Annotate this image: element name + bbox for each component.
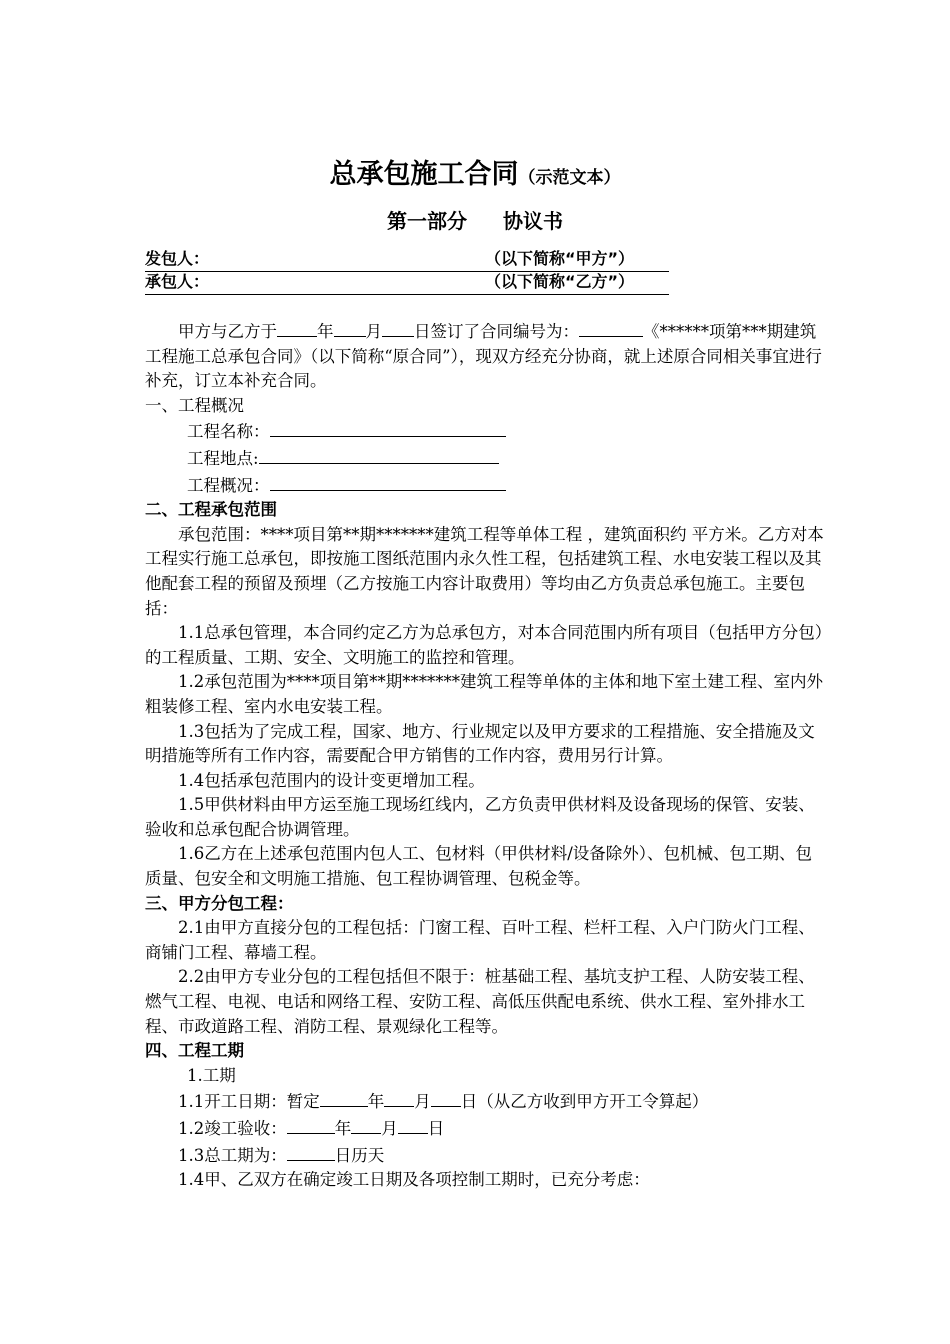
contractor-line: [145, 270, 669, 295]
schedule-subheading: 1.工期: [187, 1065, 236, 1085]
title-note: （示范文本）: [518, 168, 621, 188]
scope-item: 1.5甲供材料由甲方运至施工现场红线内，乙方负责甲供材料及设备现场的保管、安装、验收和总承包配合协调管理。: [145, 795, 815, 839]
employer-line: [145, 247, 669, 272]
employer-alias: （以下简称“甲方”）: [485, 249, 635, 268]
section-3-heading: 三、甲方分包工程：: [145, 893, 294, 913]
scope-item: 1.4包括承包范围内的设计变更增加工程。: [178, 770, 485, 790]
start-date-line: 1.1开工日期：暂定 年 月 日（从乙方收到甲方开工令算起）: [145, 1088, 825, 1115]
project-location-line: 工程地点:: [145, 445, 825, 472]
contract-body: [145, 318, 825, 1193]
section-2-heading: 二、工程承包范围: [145, 500, 277, 520]
completion-line: 1.2竣工验收： 年 月 日: [145, 1115, 825, 1142]
subcontract-item: 2.2由甲方专业分包的工程包括但不限于：桩基础工程、基坑支护工程、人防安装工程、燃气工程、电视、电话和网络工程、安防工程、高低压供配电系统、供水工程、室外排水工程、市政道路工程、消防工程、景观绿化工程等。: [145, 967, 815, 1036]
contractor-alias: （以下简称“乙方”）: [485, 272, 635, 291]
document-title: 总承包施工合同（示范文本）: [329, 159, 621, 190]
scope-item: 1.3包括为了完成工程，国家、地方、行业规定以及甲方要求的工程措施、安全措施及文明措施等所有工作内容，需要配合甲方销售的工作内容，费用另行计算。: [145, 721, 815, 766]
scope-item: 1.2承包范围为****项目第**期*******建筑工程等单体的主体和地下室土建工程、室内外粗装修工程、室内水电安装工程。: [145, 672, 823, 716]
part-number: 第一部分: [387, 209, 467, 233]
schedule-consideration: 1.4甲、乙双方在确定竣工日期及各项控制工期时，已充分考虑：: [178, 1170, 650, 1190]
employer-label: 发包人：: [145, 249, 210, 268]
scope-item: 1.1总承包管理，本合同约定乙方为总承包方，对本合同范围内所有项目（包括甲方分包）的工程质量、工期、安全、文明施工的监控和管理。: [145, 623, 823, 667]
project-overview-line: 工程概况：: [145, 472, 825, 499]
subcontract-item: 2.1由甲方直接分包的工程包括：门窗工程、百叶工程、栏杆工程、入户门防火门工程、商铺门工程、幕墙工程。: [145, 918, 815, 962]
section-1-heading: 一、工程概况: [145, 395, 244, 415]
project-name-line: 工程名称：: [145, 418, 825, 445]
total-duration-line: 1.3总工期为： 日历天: [145, 1142, 825, 1169]
intro-paragraph: 甲方与乙方于 年 月 日签订了合同编号为： 《******项第***期建筑工程施工总承包合同》（以下简称“原合同”），现双方经充分协商，就上述原合同相关事宜进行补充，订立本补充合同。: [145, 318, 825, 394]
section-4-heading: 四、工程工期: [145, 1041, 244, 1061]
part-name: 协议书: [503, 209, 563, 233]
scope-paragraph: 承包范围：****项目第**期*******建筑工程等单体工程 ，建筑面积约 平方米。乙方对本工程实行施工总承包，即按施工图纸范围内永久性工程，包括建筑工程、水电安装工程以及其他配套工程的预留及预埋（乙方按施工内容计取费用）等均由乙方负责总承包施工。主要包括：: [145, 524, 824, 618]
part-heading: [0, 205, 950, 234]
scope-item: 1.6乙方在上述承包范围内包人工、包材料（甲供材料/设备除外）、包机械、包工期、包质量、包安全和文明施工措施、包工程协调管理、包税金等。: [145, 844, 813, 889]
contractor-label: 承包人：: [145, 272, 210, 291]
